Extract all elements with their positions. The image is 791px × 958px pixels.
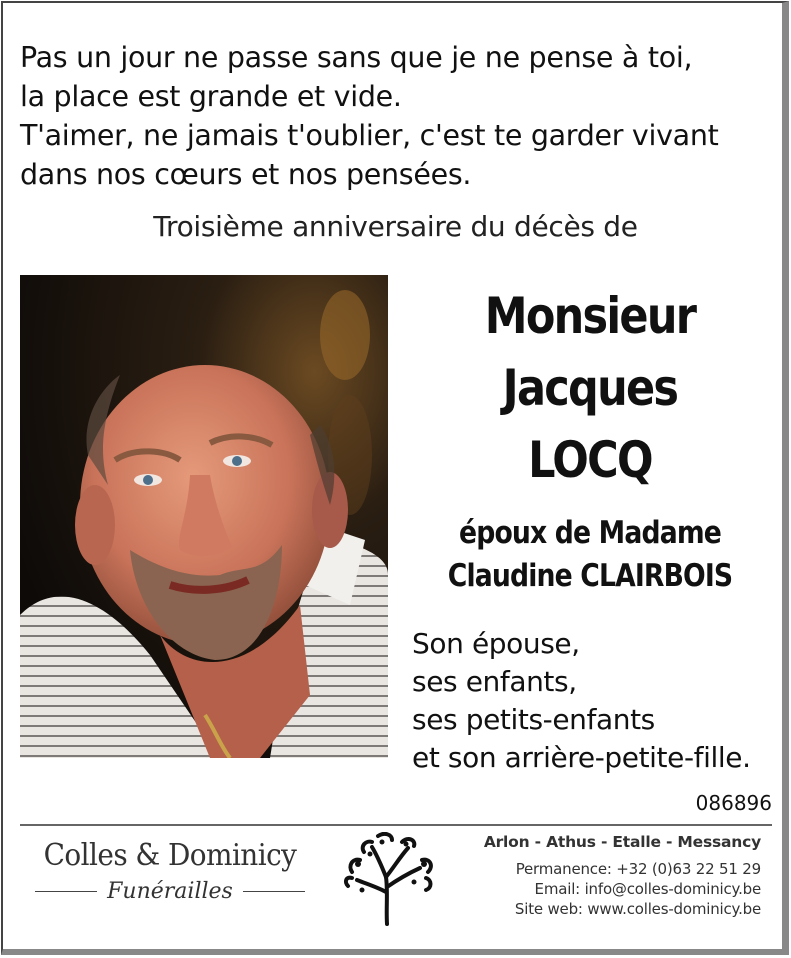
email-line: Email: info@colles-dominicy.be — [534, 880, 761, 898]
poem-line: T'aimer, ne jamais t'oublier, c'est te garder vivant — [20, 119, 719, 152]
family-line: ses petits-enfants — [412, 703, 655, 736]
deceased-title: Monsieur — [484, 287, 696, 345]
anniversary-heading: Troisième anniversaire du décès de — [153, 210, 638, 243]
family-line: Son épouse, — [412, 627, 580, 660]
memorial-poem — [20, 38, 770, 194]
deceased-name — [418, 280, 762, 496]
poem-line: la place est grande et vide. — [20, 80, 402, 113]
brand-divider-left — [35, 891, 97, 892]
funeral-home-brand — [20, 838, 320, 904]
phone-line: Permanence: +32 (0)63 22 51 29 — [515, 860, 761, 878]
deceased-first-name: Jacques — [502, 359, 678, 417]
family-line: et son arrière-petite-fille. — [412, 741, 751, 774]
brand-name: Colles & Dominicy — [43, 838, 297, 873]
poem-line: Pas un jour ne passe sans que je ne pense à toi, — [20, 41, 693, 74]
family-line: ses enfants, — [412, 665, 577, 698]
reference-number: 086896 — [695, 791, 772, 815]
contact-info — [441, 833, 761, 919]
footer-divider — [20, 824, 772, 826]
brand-divider-right — [243, 891, 305, 892]
portrait-photo — [20, 275, 388, 758]
brand-subtitle-row — [20, 879, 320, 904]
towns-list: Arlon - Athus - Etalle - Messancy — [483, 833, 761, 851]
spouse-info — [418, 512, 762, 598]
brand-subtitle: Funérailles — [107, 879, 233, 904]
deceased-last-name: LOCQ — [528, 431, 652, 489]
website-line: Site web: www.colles-dominicy.be — [514, 900, 761, 918]
spouse-line: Claudine CLAIRBOIS — [447, 558, 733, 594]
poem-line: dans nos cœurs et nos pensées. — [20, 158, 472, 191]
family-list — [412, 625, 782, 777]
spouse-line: époux de Madame — [459, 515, 721, 551]
tree-icon — [342, 832, 437, 927]
